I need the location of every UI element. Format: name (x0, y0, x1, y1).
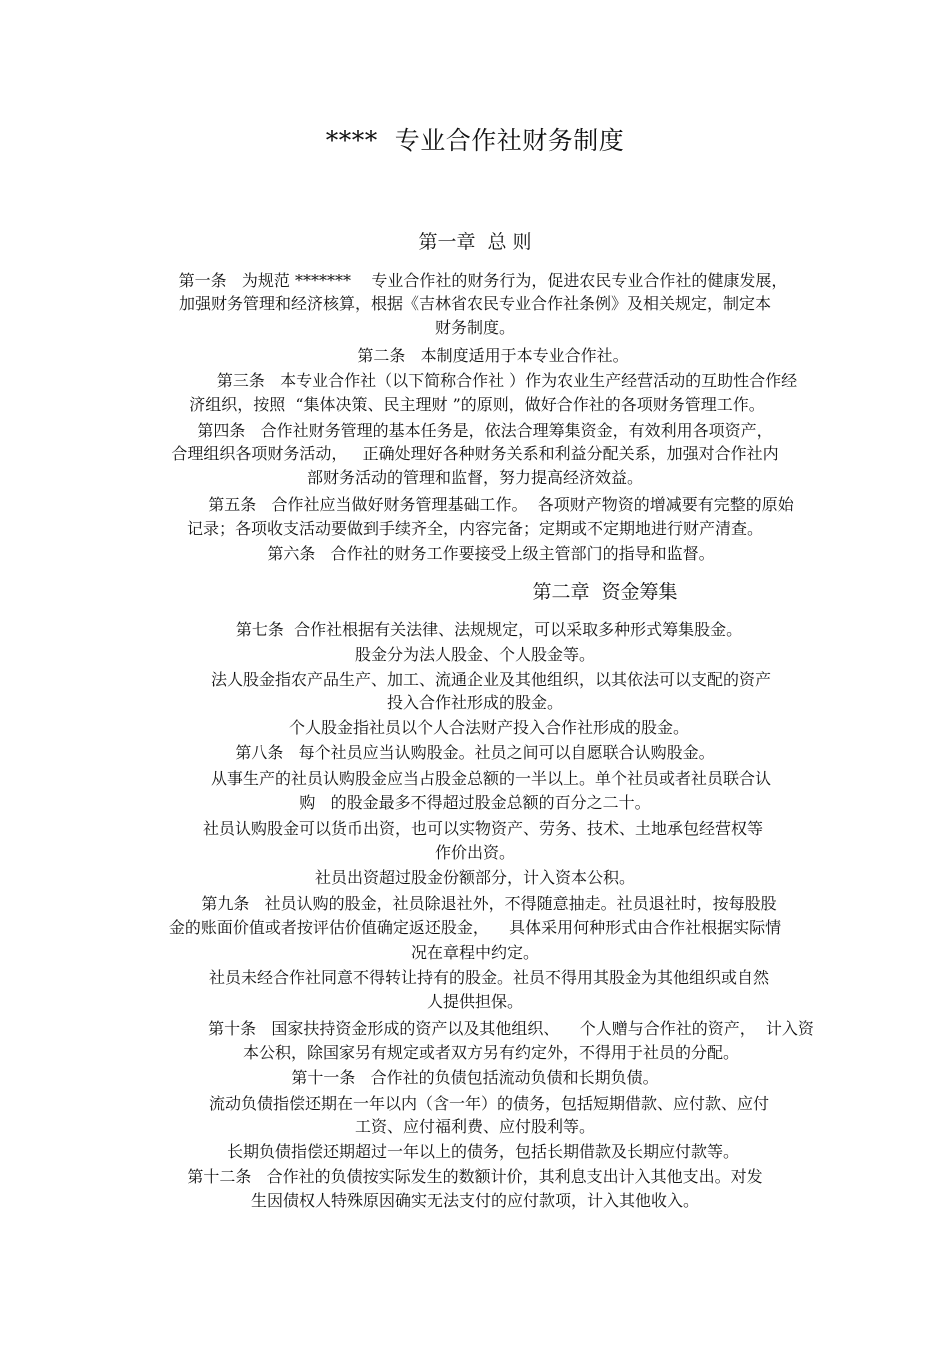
article-9-line-4: 社员未经合作社同意不得转让持有的股金。社员不得用其股金为其他组织或自然 (208, 968, 769, 987)
article-11-line-4: 长期负债指偿还期超过一年以上的债务，包括长期借款及长期应付款等。 (226, 1142, 739, 1161)
article-9-line-1: 第九条 社员认购的股金，社员除退社外，不得随意抽走。社员退社时，按每股股 (201, 894, 777, 913)
article-8-line-3: 购 的股金最多不得超过股金总额的百分之二十。 (299, 793, 651, 812)
article-7-line-2: 股金分为法人股金、个人股金等。 (354, 645, 595, 664)
article-11-line-3: 工资、应付福利费、应付股利等。 (354, 1117, 595, 1136)
article-4-line-2: 合理组织各项财务活动， 正确处理好各种财务关系和利益分配关系，加强对合作社内 (171, 444, 779, 463)
article-3-line-1: 第三条 本专业合作社（以下简称合作社 ）作为农业生产经营活动的互助性合作经 (216, 371, 798, 390)
article-10-line-1: 第十条 国家扶持资金形成的资产以及其他组织、 个人赠与合作社的资产， 计入资 (208, 1019, 814, 1038)
article-8-line-2: 从事生产的社员认购股金应当占股金总额的一半以上。单个社员或者社员联合认 (210, 769, 771, 788)
article-1-line-1: 第一条 为规范 ******* 专业合作社的财务行为，促进农民专业合作社的健康发展， (178, 271, 788, 290)
article-6-line-1: 第六条 合作社的财务工作要接受上级主管部门的指导和监督。 (267, 544, 715, 563)
article-10-line-2: 本公积，除国家另有规定或者双方另有约定外，不得用于社员的分配。 (242, 1043, 739, 1062)
article-3-line-2: 济组织，按照 “集体决策、民主理财 ”的原则，做好合作社的各项财务管理工作。 (189, 395, 765, 414)
article-7-line-1: 第七条 合作社根据有关法律、法规规定，可以采取多种形式筹集股金。 (235, 620, 743, 639)
article-2-line-1: 第二条 本制度适用于本专业合作社。 (357, 346, 629, 365)
article-5-line-1: 第五条 合作社应当做好财务管理基础工作。 各项财产物资的增减要有完整的原始 (208, 495, 794, 514)
article-8-line-6: 社员出资超过股金份额部分，计入资本公积。 (314, 868, 635, 887)
article-1-line-3: 财务制度。 (434, 318, 515, 337)
article-4-line-1: 第四条 合作社财务管理的基本任务是，依法合理筹集资金，有效利用各项资产， (197, 421, 773, 440)
chapter-heading: 第一章 总 则 (418, 231, 532, 253)
article-8-line-1: 第八条 每个社员应当认购股金。社员之间可以自愿联合认购股金。 (235, 743, 715, 762)
article-7-line-4: 投入合作社形成的股金。 (386, 693, 563, 712)
article-9-line-3: 况在章程中约定。 (410, 943, 539, 962)
article-11-line-2: 流动负债指偿还期在一年以内（含一年）的债务，包括短期借款、应付款、应付 (208, 1094, 769, 1113)
article-9-line-2: 金的账面价值或者按评估价值确定返还股金， 具体采用何种形式由合作社根据实际情 (168, 918, 782, 937)
article-4-line-3: 部财务活动的管理和监督，努力提高经济效益。 (306, 468, 643, 487)
article-11-line-1: 第十一条 合作社的负债包括流动负债和长期负债。 (291, 1068, 659, 1087)
article-12-line-2: 生因债权人特殊原因确实无法支付的应付款项，计入其他收入。 (250, 1191, 699, 1210)
document-title: **** 专业合作社财务制度 (325, 126, 625, 155)
article-7-line-3: 法人股金指农产品生产、加工、流通企业及其他组织，以其依法可以支配的资产 (210, 670, 771, 689)
article-1-line-2: 加强财务管理和经济核算，根据《吉林省农民专业合作社条例》及相关规定，制定本 (178, 294, 771, 313)
chapter-heading: 第二章 资金筹集 (532, 581, 678, 603)
article-7-line-5: 个人股金指社员以个人合法财产投入合作社形成的股金。 (288, 718, 689, 737)
article-8-line-4: 社员认购股金可以货币出资，也可以实物资产、劳务、技术、土地承包经营权等 (202, 819, 763, 838)
article-12-line-1: 第十二条 合作社的负债按实际发生的数额计价，其利息支出计入其他支出。对发 (187, 1167, 763, 1186)
article-8-line-5: 作价出资。 (434, 843, 515, 862)
article-9-line-5: 人提供担保。 (426, 992, 523, 1011)
article-5-line-2: 记录；各项收支活动要做到手续齐全，内容完备；定期或不定期地进行财产清查。 (186, 519, 763, 538)
